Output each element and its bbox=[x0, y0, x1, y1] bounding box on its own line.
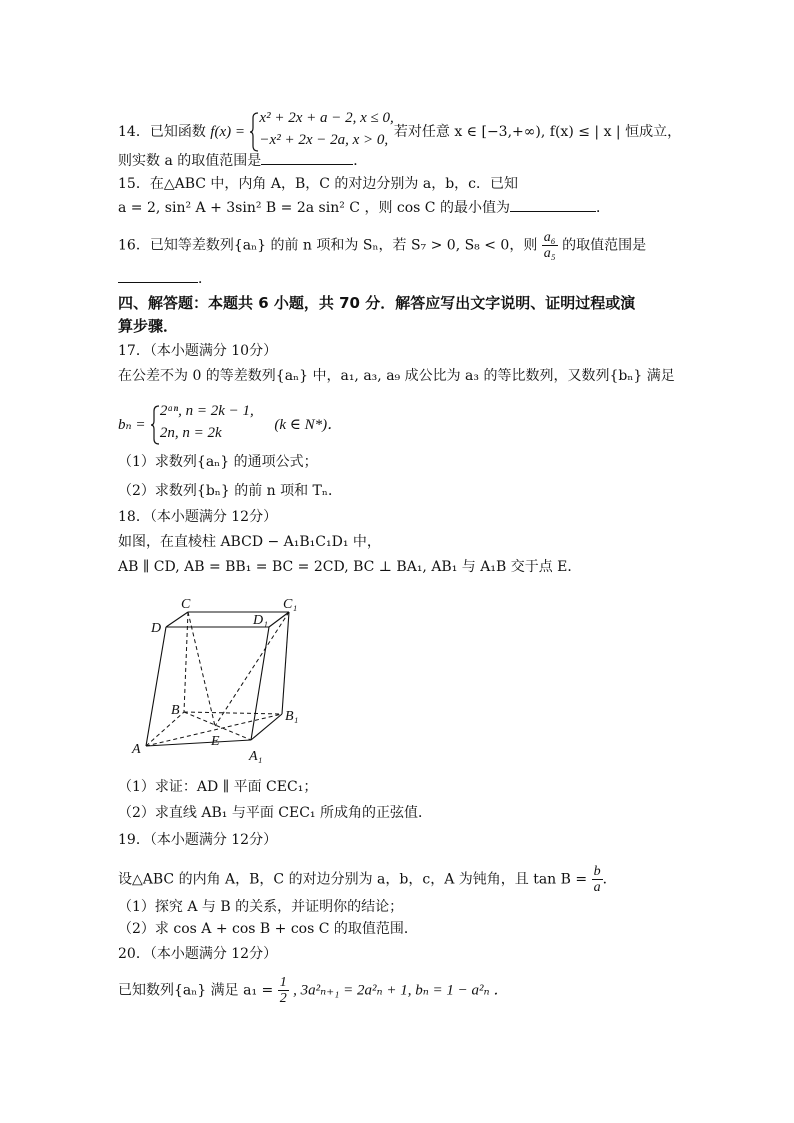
q17-body: 在公差不为 0 的等差数列{aₙ} 中，a₁, a₃, a₉ 成公比为 a₃ 的等比数列，又数列{bₙ} 满足 bbox=[118, 368, 675, 384]
q15-line1: 15．在△ABC 中，内角 A，B，C 的对边分别为 a，b，c．已知 bbox=[118, 176, 519, 192]
q19-fraction: $\frac{b}{a}$ bbox=[593, 864, 601, 895]
q20-fraction: $\frac{1}{2}$ bbox=[279, 975, 287, 1006]
label-B: B bbox=[171, 703, 180, 718]
q16-fraction: $\frac{\text{a₆}}{\text{a₅}}$ bbox=[543, 230, 556, 261]
q14-piece1: x² + 2x + a − 2, x ≤ 0, bbox=[259, 110, 394, 126]
q14-line2: 则实数 a 的取值范围是 ． bbox=[118, 150, 367, 171]
q14-piece2: −x² + 2x − 2a, x > 0, bbox=[259, 132, 389, 148]
q15-line2: a = 2, sin² A + 3sin² B = 2a sin² C ，则 cos C 的最小值为 ． bbox=[118, 197, 610, 218]
q20-header: 20．（本小题满分 12分） bbox=[118, 946, 278, 962]
q17-header: 17．（本小题满分 10分） bbox=[118, 343, 278, 359]
label-C: C bbox=[181, 597, 191, 612]
q18-line1: 如图，在直棱柱 ABCD − A₁B₁C₁D₁ 中， bbox=[118, 534, 381, 550]
section4-heading-line2: 算步骤． bbox=[118, 317, 179, 335]
q14-fx: f(x) = bbox=[210, 124, 245, 140]
q19-body: 设△ABC 的内角 A，B，C 的对边分别为 a，b，c，A 为钝角，且 tan B = $\frac{b}{a}$ ． bbox=[118, 864, 617, 895]
q16-line1: 16．已知等差数列{aₙ} 的前 n 项和为 Sₙ，若 S₇ > 0, S₈ < 0，则 $\frac{\text{a₆}}{\text{a₅}}$ 的取值范围是 bbox=[118, 230, 647, 261]
q14-condition: 若对任意 x ∈ [−3,+∞), f(x) ≤ | x | 恒成立， bbox=[393, 124, 682, 140]
label-D1: D₁ bbox=[253, 613, 268, 628]
q15-answer-blank[interactable] bbox=[510, 197, 596, 212]
q14-ask: 则实数 a 的取值范围是 bbox=[118, 153, 262, 169]
q17-part2: （2）求数列{bₙ} 的前 n 项和 Tₙ． bbox=[118, 483, 342, 499]
q14-lead: 14．已知函数 bbox=[118, 124, 206, 140]
label-C1: C₁ bbox=[283, 597, 298, 612]
q18-header: 18．（本小题满分 12分） bbox=[118, 509, 278, 525]
label-B1: B₁ bbox=[285, 709, 299, 724]
q16-answer-blank[interactable] bbox=[118, 268, 198, 283]
q16-line2: ． bbox=[118, 268, 212, 289]
q19-part2: （2）求 cos A + cos B + cos C 的取值范围． bbox=[118, 921, 418, 937]
q17-part1: （1）求数列{aₙ} 的通项公式； bbox=[118, 454, 318, 470]
section4-heading-line1: 四、解答题：本题共 6 小题，共 70 分．解答应写出文字说明、证明过程或演 bbox=[118, 294, 636, 312]
label-A1: A₁ bbox=[249, 749, 263, 764]
brace-icon bbox=[249, 112, 259, 152]
label-D: D bbox=[151, 621, 162, 636]
brace-icon bbox=[150, 405, 160, 445]
label-A: A bbox=[132, 742, 141, 757]
label-E: E bbox=[211, 734, 220, 749]
q14-piecewise bbox=[249, 110, 394, 152]
q17-bn-def: bₙ = 2ᵃⁿ, n = 2k − 1, 2n, n = 2k (k ∈ N*)． bbox=[118, 405, 342, 445]
q19-header: 19．（本小题满分 12分） bbox=[118, 832, 278, 848]
q18-part2: （2）求直线 AB₁ 与平面 CEC₁ 所成角的正弦值． bbox=[118, 805, 432, 821]
q17-piecewise: 2ᵃⁿ, n = 2k − 1, 2n, n = 2k bbox=[150, 405, 270, 445]
prism-figure bbox=[125, 590, 325, 770]
q20-body: 已知数列{aₙ} 满足 a₁ = $\frac{1}{2}$ , 3a²ₙ₊₁ = 2a²ₙ + 1, bₙ = 1 − a²ₙ ． bbox=[118, 975, 509, 1006]
q14-answer-blank[interactable] bbox=[261, 150, 353, 165]
q19-part1: （1）探究 A 与 B 的关系，并证明你的结论； bbox=[118, 899, 404, 915]
q18-line2: AB ∥ CD, AB = BB₁ = BC = 2CD, BC ⊥ BA₁, AB₁ 与 A₁B 交于点 E． bbox=[118, 559, 582, 575]
q18-part1: （1）求证：AD ∥ 平面 CEC₁； bbox=[118, 779, 318, 795]
q14-line1 bbox=[118, 112, 681, 152]
